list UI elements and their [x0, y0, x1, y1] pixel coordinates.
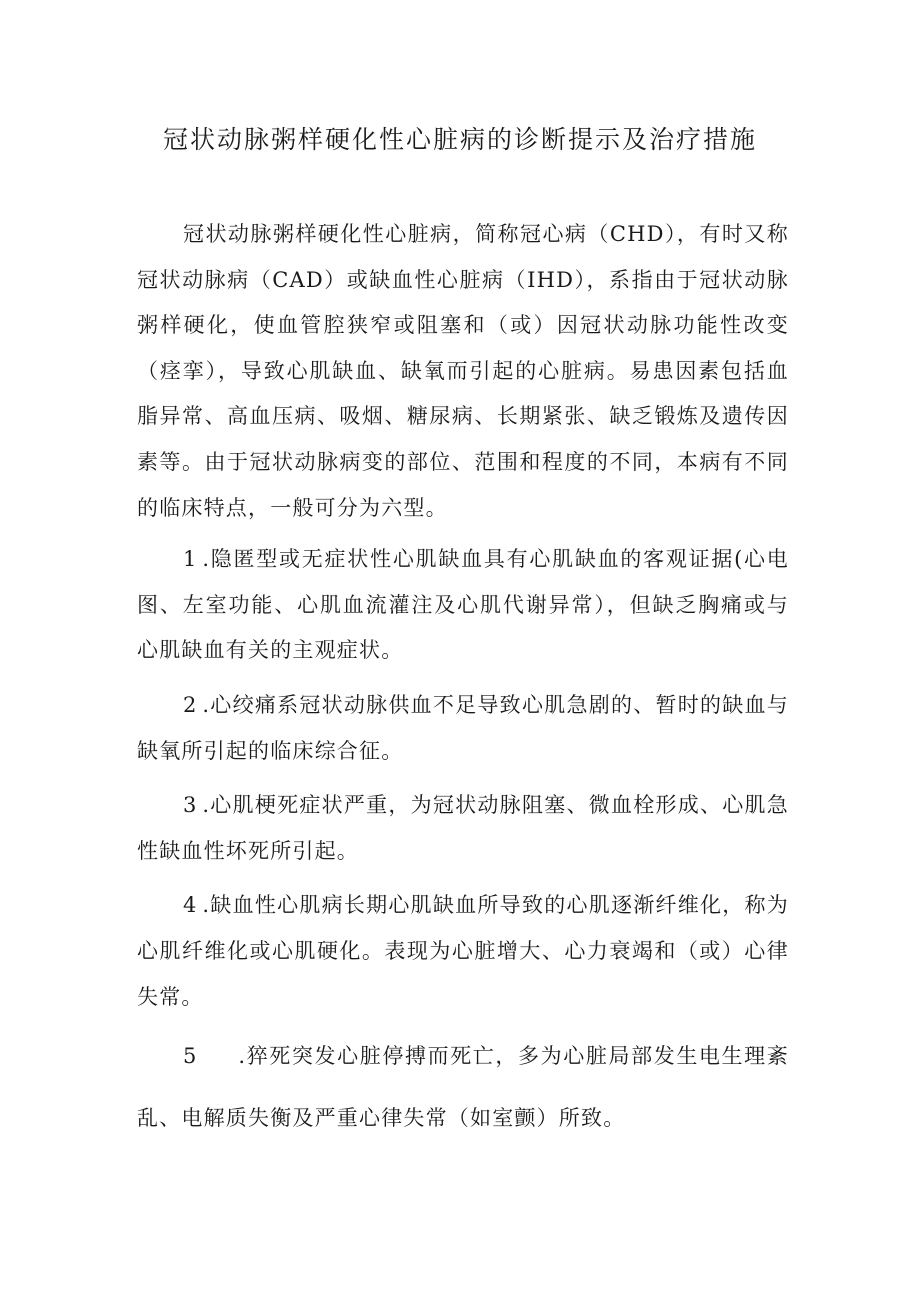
document-title: 冠状动脉粥样硬化性心脏病的诊断提示及治疗措施: [162, 125, 757, 154]
item-text: .心肌梗死症状严重，为冠状动脉阻塞、微血栓形成、心肌急性缺血性坏死所引起。: [137, 793, 789, 863]
item-text: .猝死突发心脏停搏而死亡，多为心脏局部发生电生理紊乱、电解质失衡及严重心律失常（如室颤）所致。: [137, 1044, 789, 1131]
document-body: [137, 212, 789, 1158]
item-number: 1: [183, 547, 203, 572]
item-number: 2: [183, 692, 203, 717]
item-text: .隐匿型或无症状性心肌缺血具有心肌缺血的客观证据(心电图、左室功能、心肌血流灌注及心肌代谢异常），但缺乏胸痛或与心肌缺血有关的主观症状。: [137, 547, 789, 663]
item-number: 3: [183, 793, 203, 818]
list-item: [137, 537, 789, 674]
list-item: [137, 1025, 789, 1149]
list-item: [137, 883, 789, 1020]
list-item: [137, 683, 789, 774]
item-number: 5: [183, 1044, 203, 1069]
list-item: [137, 783, 789, 874]
item-text: .心绞痛系冠状动脉供血不足导致心肌急剧的、暂时的缺血与缺氧所引起的临床综合征。: [137, 692, 789, 763]
item-number: 4: [183, 893, 203, 918]
intro-paragraph: 冠状动脉粥样硬化性心脏病，简称冠心病（CHD），有时又称冠状动脉病（CAD）或缺血性心脏病（IHD），系指由于冠状动脉粥样硬化，使血管腔狭窄或阻塞和（或）因冠状动脉功能性改变（痉挛），导致心肌缺血、缺氧而引起的心脏病。易患因素包括血脂异常、高血压病、吸烟、糖尿病、长期紧张、缺乏锻炼及遗传因素等。由于冠状动脉病变的部位、范围和程度的不同，本病有不同的临床特点，一般可分为六型。: [137, 222, 789, 520]
item-text: .缺血性心肌病长期心肌缺血所导致的心肌逐渐纤维化，称为心肌纤维化或心肌硬化。表现为心脏增大、心力衰竭和（或）心律失常。: [137, 893, 789, 1009]
